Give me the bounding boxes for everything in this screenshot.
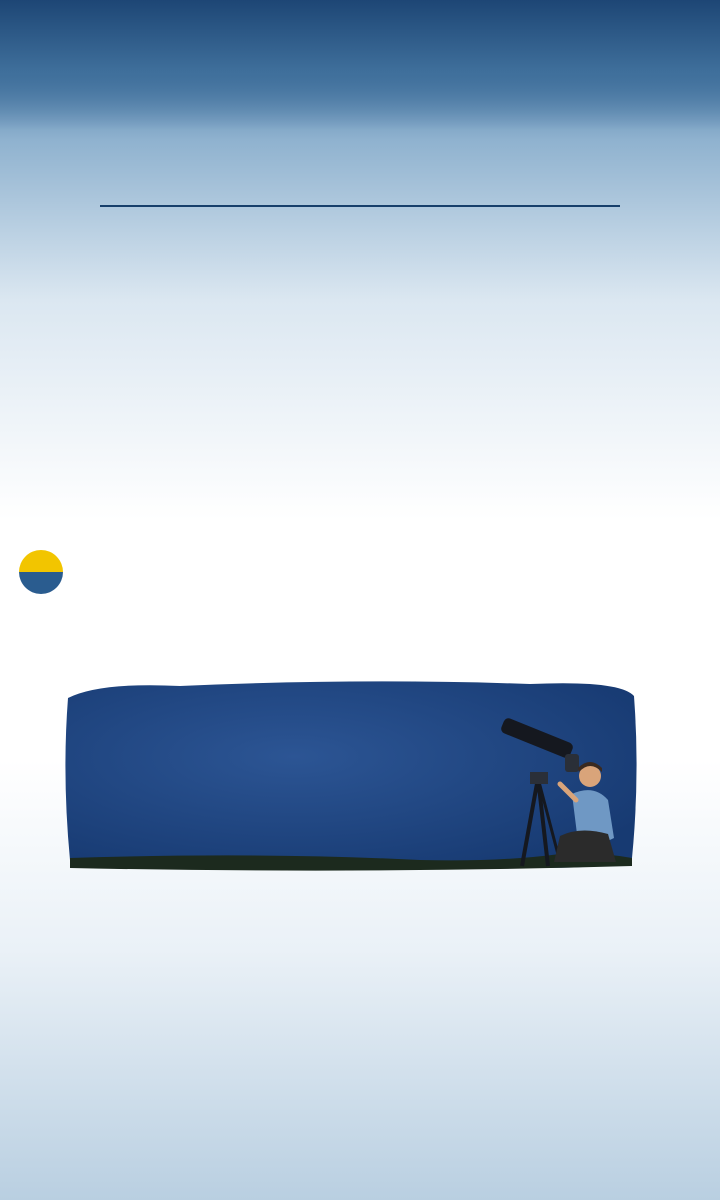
sky-background xyxy=(65,681,636,869)
title-underline xyxy=(100,205,620,207)
decorative-dot-line xyxy=(0,0,90,1200)
page-number-badge xyxy=(19,550,63,594)
decorative-dot-columns xyxy=(0,0,720,140)
list-item xyxy=(103,884,625,910)
observing-tips xyxy=(103,884,625,961)
night-sky-illustration xyxy=(60,676,640,876)
tips-list xyxy=(103,884,625,961)
list-item xyxy=(103,910,625,936)
list-item xyxy=(103,935,625,961)
